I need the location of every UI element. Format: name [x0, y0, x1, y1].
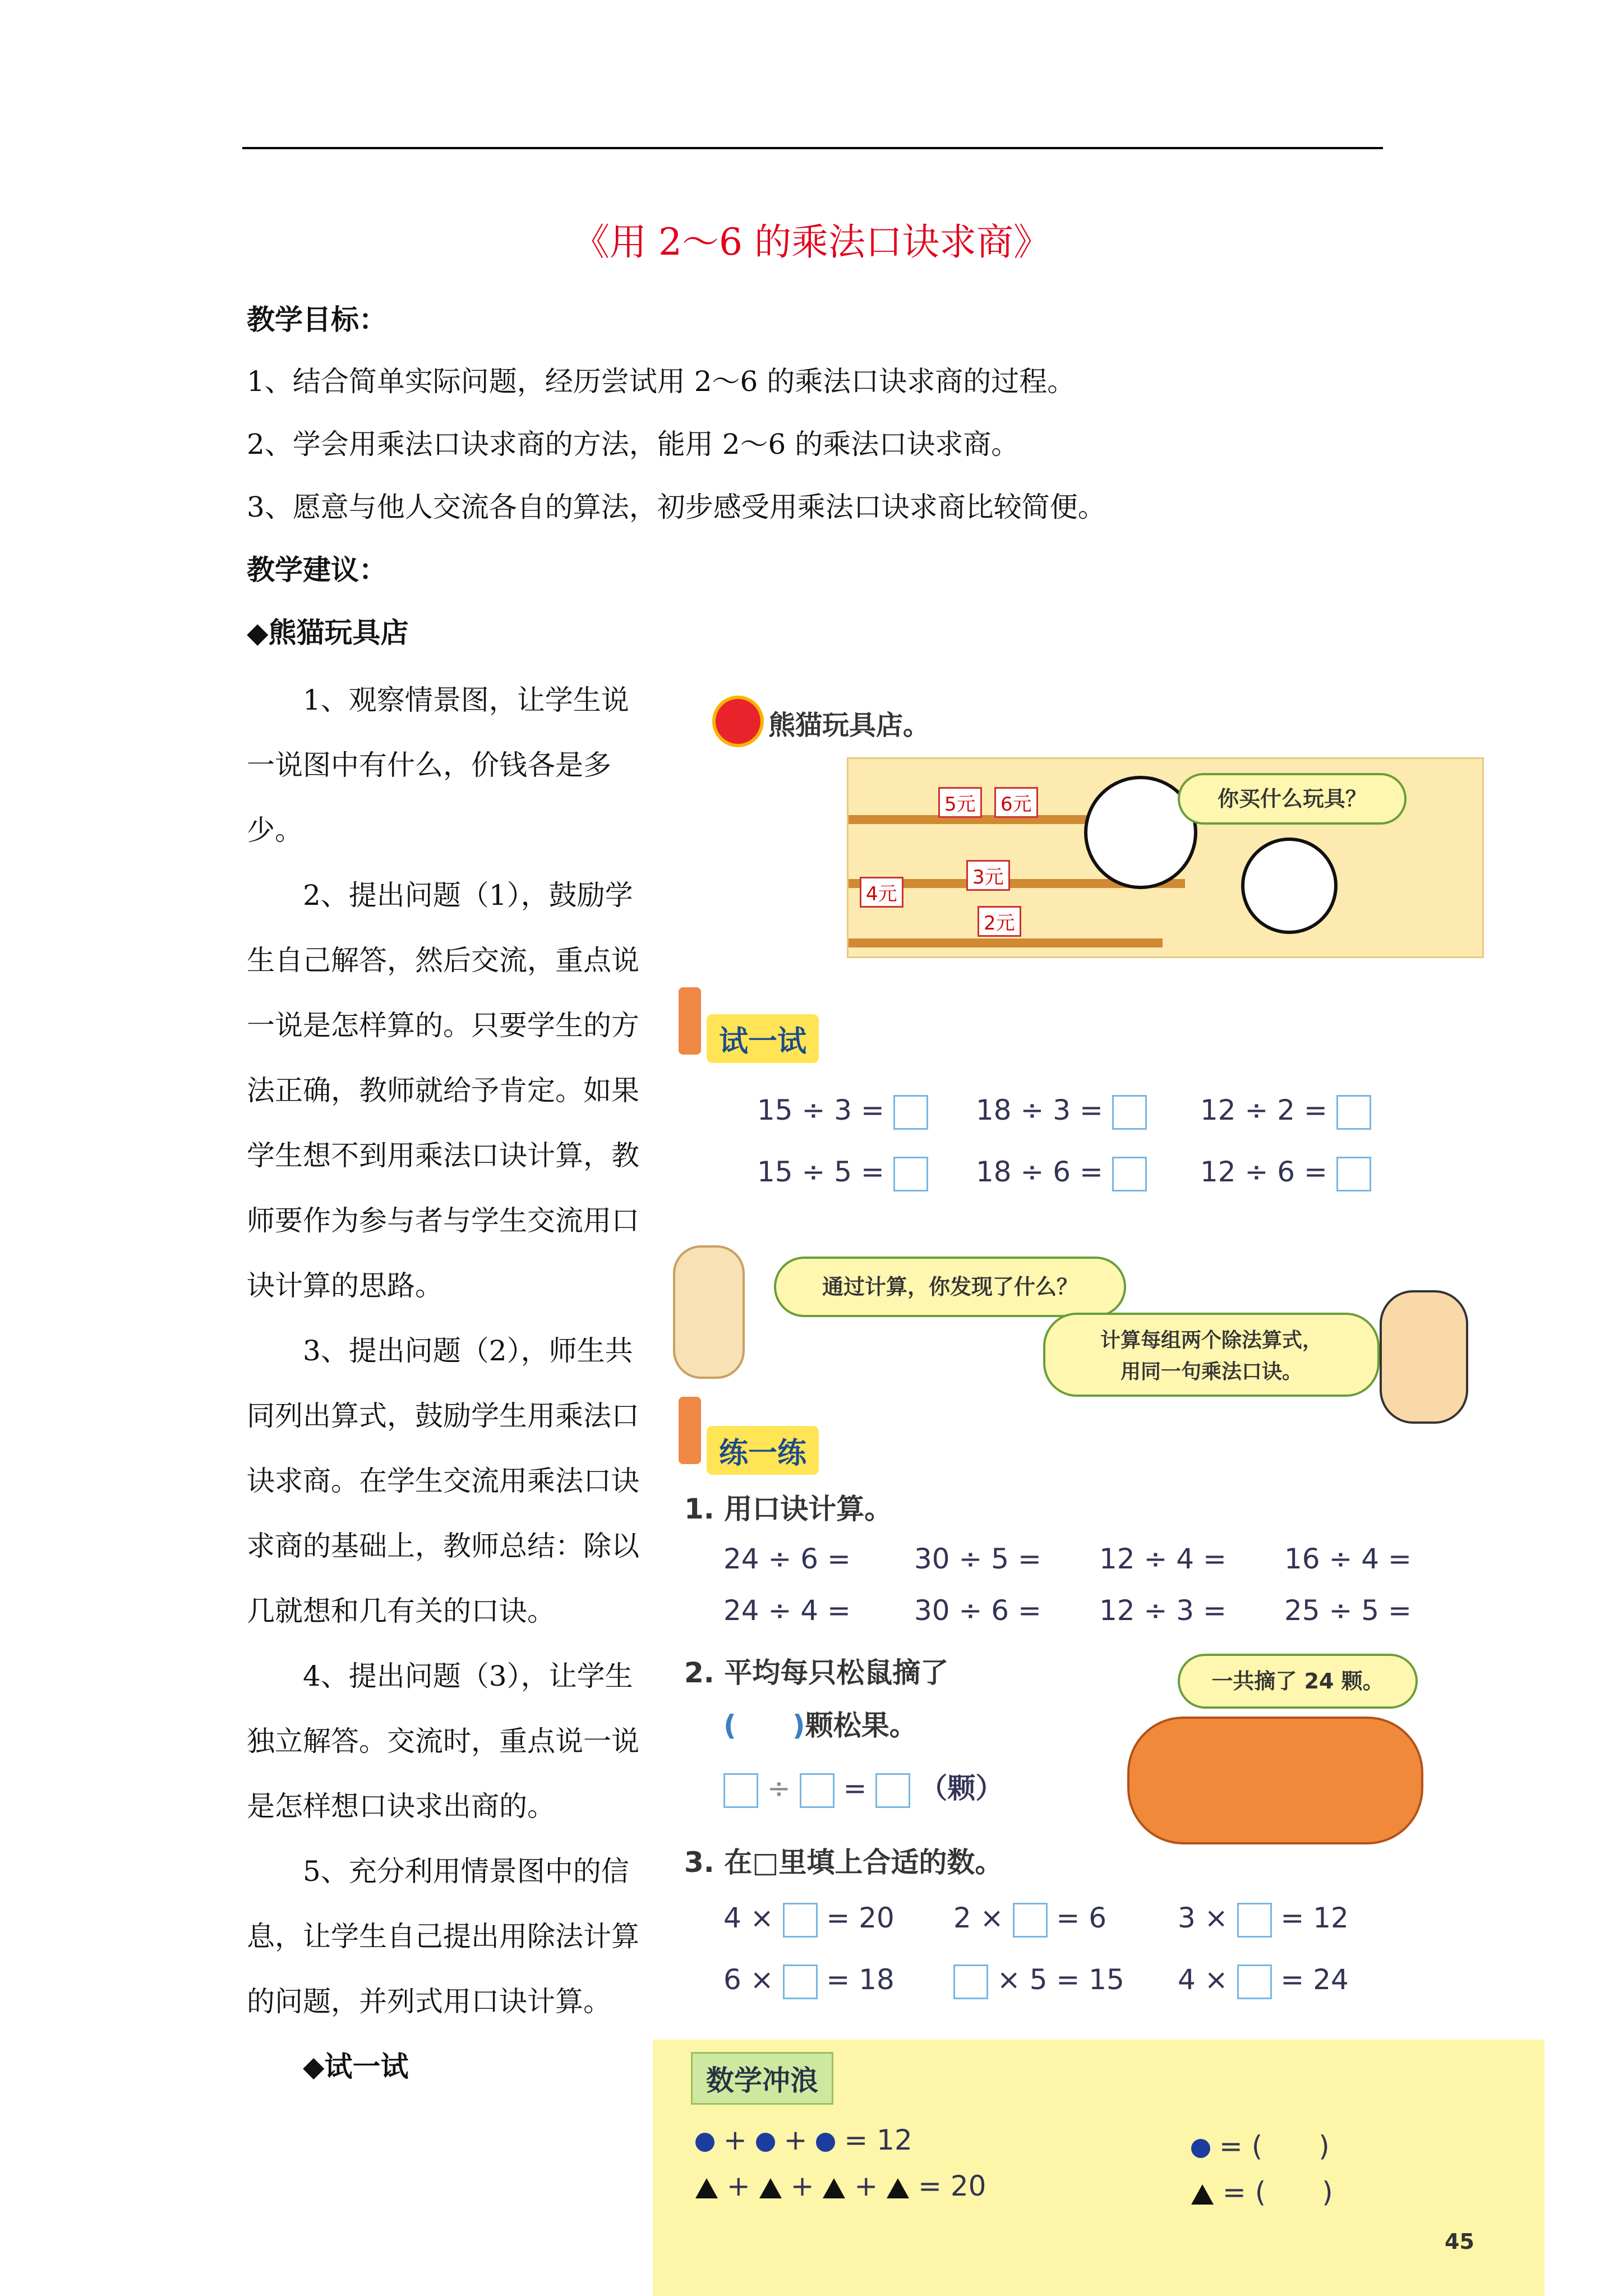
q3-eq: 6 × = 18: [723, 1963, 895, 1999]
q1-eq: 12 ÷ 3 =: [1099, 1594, 1227, 1627]
q3-eq: × 5 = 15: [953, 1963, 1124, 1999]
pencil-icon: [679, 987, 701, 1055]
triangle-icon: [759, 2178, 782, 2198]
steps-column: [247, 668, 639, 2099]
try-label: 试一试: [707, 1014, 819, 1063]
objectives-heading: 教学目标：: [247, 303, 387, 336]
question-1: 1. 用口诀计算。: [684, 1493, 893, 1525]
q1-eq: 16 ÷ 4 =: [1284, 1543, 1412, 1575]
rabbit-icon: [673, 1245, 745, 1379]
step-1: 1、观察情景图，让学生说一说图中有什么，价钱各是多少。: [247, 684, 629, 846]
circle-answer: = ( ): [1191, 2124, 1330, 2164]
objective-3: 3、愿意与他人交流各自的算法，初步感受用乘法口诀求商比较简便。: [247, 491, 1106, 523]
panda-icon: [1241, 838, 1338, 934]
try-eq: 12 ÷ 6 =: [1200, 1156, 1371, 1191]
try-eq: 18 ÷ 6 =: [976, 1156, 1147, 1191]
section-panda-store: ◆熊猫玩具店: [247, 616, 409, 649]
triangle-icon: [823, 2178, 845, 2198]
wave-label: 数学冲浪: [691, 2052, 833, 2105]
rabbit-speech-bubble: 通过计算，你发现了什么？: [774, 1257, 1126, 1317]
q1-eq: 24 ÷ 4 =: [723, 1594, 851, 1627]
price-tag: 5元: [938, 787, 982, 818]
store-heading: 熊猫玩具店。: [768, 710, 930, 741]
squirrel-speech-bubble: 一共摘了 24 颗。: [1178, 1654, 1418, 1709]
page-number: 45: [1445, 2229, 1474, 2254]
price-tag: 3元: [966, 860, 1010, 891]
header-rule: [242, 147, 1383, 149]
try-eq: 18 ÷ 3 =: [976, 1094, 1147, 1130]
boy-icon: [1380, 1290, 1468, 1424]
practice-label: 练一练: [707, 1426, 819, 1475]
price-tag: 2元: [978, 906, 1021, 937]
panda-speech-bubble: 你买什么玩具？: [1178, 773, 1407, 825]
triangle-icon: [1191, 2184, 1214, 2205]
q1-eq: 30 ÷ 6 =: [914, 1594, 1041, 1627]
price-tag: 4元: [860, 877, 903, 908]
try-eq: 15 ÷ 5 =: [757, 1156, 928, 1191]
circle-icon: [756, 2133, 775, 2152]
boy-speech-bubble: 计算每组两个除法算式， 用同一句乘法口诀。: [1043, 1313, 1380, 1397]
step-5: 5、充分利用情景图中的信息，让学生自己提出用除法计算的问题，并列式用口诀计算。: [247, 1855, 639, 2018]
q3-eq: 4 × = 20: [723, 1902, 895, 1938]
section-try: ◆试一试: [303, 2050, 409, 2083]
triangle-answer: = ( ): [1191, 2170, 1333, 2210]
q1-eq: 12 ÷ 4 =: [1099, 1543, 1227, 1575]
math-surfing-panel: [653, 2040, 1544, 2296]
circle-icon: [816, 2133, 835, 2152]
flower-icon: [712, 696, 764, 747]
objective-2: 2、学会用乘法口诀求商的方法，能用 2～6 的乘法口诀求商。: [247, 428, 1020, 461]
try-eq: 12 ÷ 2 =: [1200, 1094, 1371, 1130]
triangle-icon: [887, 2178, 909, 2198]
q1-eq: 30 ÷ 5 =: [914, 1543, 1041, 1575]
q2-equation: ÷ = （颗）: [723, 1766, 1003, 1808]
circle-icon: [1191, 2139, 1210, 2158]
price-tag: 6元: [994, 787, 1038, 818]
q1-eq: 24 ÷ 6 =: [723, 1543, 851, 1575]
question-2: 2. 平均每只松鼠摘了: [684, 1657, 949, 1689]
triangle-icon: [695, 2178, 718, 2198]
q3-eq: 2 × = 6: [953, 1902, 1106, 1938]
pencil-icon: [679, 1397, 701, 1464]
q3-eq: 4 × = 24: [1178, 1963, 1349, 1999]
step-4: 4、提出问题（3），让学生独立解答。交流时，重点说一说是怎样想口诀求出商的。: [247, 1660, 639, 1823]
try-eq: 15 ÷ 3 =: [757, 1094, 928, 1130]
q3-eq: 3 × = 12: [1178, 1902, 1349, 1938]
q1-eq: 25 ÷ 5 =: [1284, 1594, 1412, 1627]
question-2-answer: ( )颗松果。: [723, 1709, 917, 1742]
step-2: 2、提出问题（1），鼓励学生自己解答，然后交流，重点说一说是怎样算的。只要学生的方法正确，教师就给予肯定。如果学生想不到用乘法口诀计算，教师要作为参与者与学生交流用口诀计算的思路。: [247, 879, 639, 1302]
squirrels-icon: [1127, 1717, 1423, 1844]
triangle-equation: + + + = 20: [695, 2170, 986, 2202]
step-3: 3、提出问题（2），师生共同列出算式，鼓励学生用乘法口诀求商。在学生交流用乘法口诀求商的基础上，教师总结：除以几就想和几有关的口诀。: [247, 1335, 639, 1627]
suggestions-heading: 教学建议：: [247, 553, 387, 586]
page-title: 《用 2～6 的乘法口诀求商》: [573, 220, 1050, 264]
question-3: 3. 在□里填上合适的数。: [684, 1846, 1003, 1879]
objective-1: 1、结合简单实际问题，经历尝试用 2～6 的乘法口诀求商的过程。: [247, 365, 1076, 398]
circle-icon: [695, 2133, 714, 2152]
circle-equation: + + = 12: [695, 2124, 912, 2156]
